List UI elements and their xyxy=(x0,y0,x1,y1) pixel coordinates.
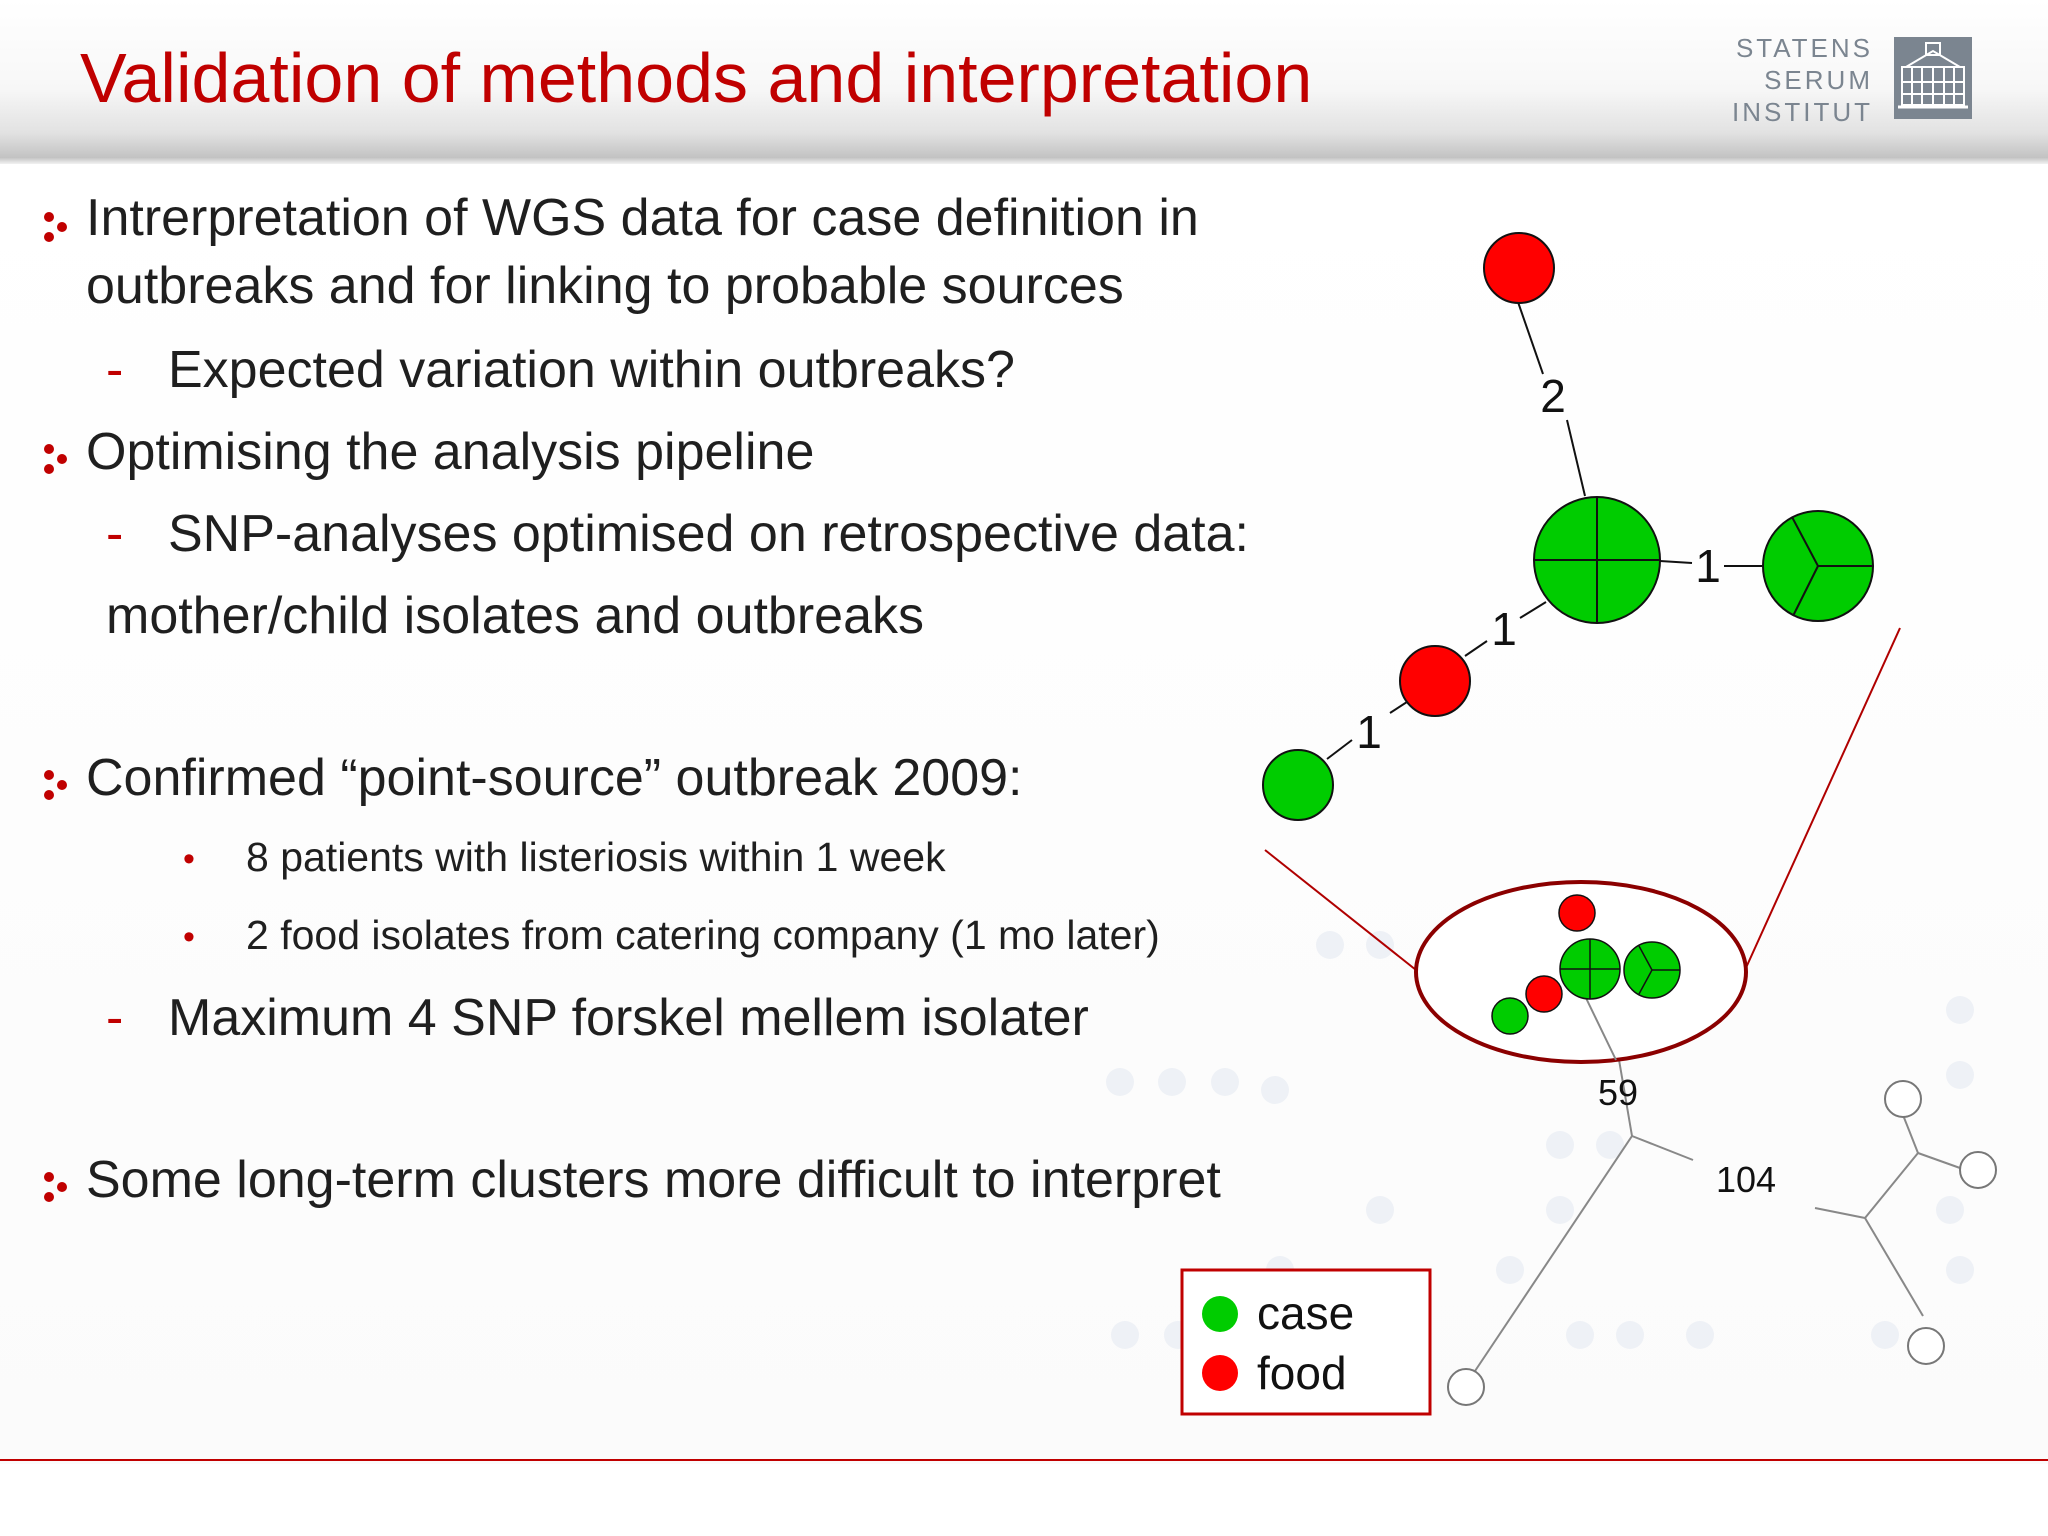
bullet-long-term-clusters: Some long-term clusters more difficult to interpret xyxy=(86,1151,1221,1209)
tree-leaf-node xyxy=(1885,1081,1921,1117)
tree-leaf-node xyxy=(1448,1369,1484,1405)
food-node-middle xyxy=(1400,646,1470,716)
dot-item-patients: 8 patients with listeriosis within 1 week xyxy=(246,834,946,880)
tree-label-104: 104 xyxy=(1715,1159,1777,1200)
edge-label-right: 1 xyxy=(1695,540,1721,592)
logo-line-2: SERUM xyxy=(1764,65,1873,95)
case-node-central xyxy=(1534,497,1660,623)
sub-bullet-snp-analyses: SNP-analyses optimised on retrospective data: xyxy=(168,505,1249,563)
slide-title: Validation of methods and interpretation xyxy=(80,39,1313,117)
edge-top-lower xyxy=(1567,420,1585,496)
footer-divider xyxy=(0,1459,2048,1461)
logo-line-1: STATENS xyxy=(1735,33,1873,63)
tree-label-59: 59 xyxy=(1597,1072,1639,1113)
case-node-bottom xyxy=(1263,750,1333,820)
legend-food-swatch xyxy=(1202,1355,1238,1391)
dot-bullet: • xyxy=(183,840,195,878)
legend-food-label: food xyxy=(1257,1347,1347,1399)
tree-leaf-node xyxy=(1960,1152,1996,1188)
edge-bottom-lower xyxy=(1327,740,1352,759)
dot-bullet: • xyxy=(183,918,195,956)
edge-label-middle: 1 xyxy=(1491,603,1517,655)
zoom-connector-right xyxy=(1745,628,1900,970)
edge-middle-upper xyxy=(1520,602,1546,618)
case-node-right xyxy=(1763,511,1873,621)
sub-bullet-dash: - xyxy=(106,989,124,1047)
dot-item-food-isolates: 2 food isolates from catering company (1 mo later) xyxy=(246,912,1160,958)
sub-bullet-dash: - xyxy=(106,341,124,399)
edge-middle-lower xyxy=(1465,641,1487,656)
sub-bullet-snp-analyses-cont: mother/child isolates and outbreaks xyxy=(106,587,925,645)
bullet-point-source-outbreak: Confirmed “point-source” outbreak 2009: xyxy=(86,749,1023,807)
edge-right-left xyxy=(1660,561,1692,563)
zoomed-cluster xyxy=(1416,882,1746,1062)
sub-bullet-dash: - xyxy=(106,505,124,563)
edge-label-bottom: 1 xyxy=(1356,706,1382,758)
food-node-top xyxy=(1484,233,1554,303)
legend-case-swatch xyxy=(1202,1296,1238,1332)
legend xyxy=(1182,1270,1430,1414)
sub-bullet-expected-variation: Expected variation within outbreaks? xyxy=(168,341,1015,399)
bullet-pipeline: Optimising the analysis pipeline xyxy=(86,423,815,481)
logo-line-3: INSTITUT xyxy=(1732,97,1873,127)
legend-case-label: case xyxy=(1257,1287,1355,1339)
bullet-line: outbreaks and for linking to probable sources xyxy=(86,257,1124,315)
edge-label-top: 2 xyxy=(1540,370,1566,422)
bullet-line: Intrerpretation of WGS data for case definition in xyxy=(86,189,1199,247)
edge-top-upper xyxy=(1518,302,1543,374)
tree-leaf-node xyxy=(1908,1328,1944,1364)
sub-bullet-max-snp: Maximum 4 SNP forskel mellem isolater xyxy=(168,989,1089,1047)
